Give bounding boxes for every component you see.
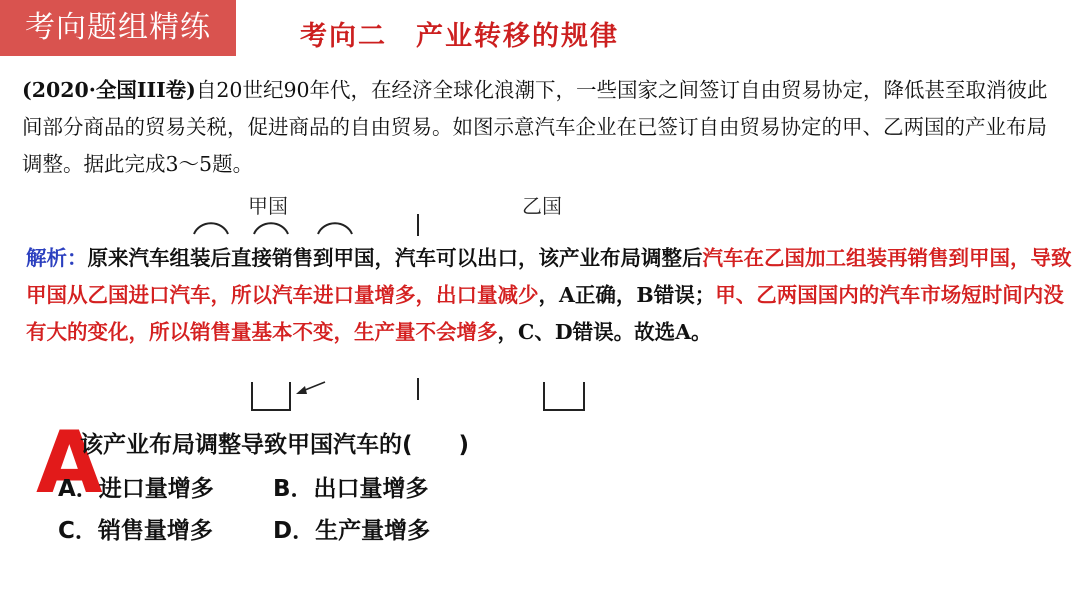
analysis-part2: 汽车在乙国加工组装再销售到甲国，导致甲国从乙国进口汽车，所以汽车进口量增多，出口量减少 — [26, 246, 1072, 307]
option-d[interactable]: D．生产量增多 — [273, 518, 431, 544]
country-a-label: 甲国 — [248, 194, 288, 218]
option-c[interactable]: C．销售量增多 — [58, 518, 213, 544]
section-tag: 考向题组精练 — [0, 0, 236, 56]
factory-arc-1 — [194, 223, 228, 234]
analysis-label: 解析： — [26, 246, 88, 270]
country-b-label: 乙国 — [522, 194, 562, 218]
analysis-part3: ，A正确，B错误； — [538, 283, 716, 307]
option-a[interactable]: A．进口量增多 — [58, 476, 214, 502]
option-b[interactable]: B．出口量增多 — [273, 476, 429, 502]
options-row-2 — [58, 512, 488, 545]
answer-mark: A — [36, 413, 103, 513]
factory-arc-3 — [318, 223, 352, 234]
mcq-stem: 该产业布局调整导致甲国汽车的( ) — [80, 432, 470, 458]
factory-arc-2 — [254, 223, 288, 234]
analysis-part4: 甲、乙两国国内的汽车市场短时间内没有大的变化，所以销售量基本不变，生产量不会增多 — [26, 283, 1064, 344]
question-text — [22, 72, 1062, 183]
box-b — [544, 382, 584, 410]
analysis-part1: 原来汽车组装后直接销售到甲国，汽车可以出口，该产业布局调整后 — [87, 246, 703, 270]
page-title: 考向二 产业转移的规律 — [300, 21, 619, 52]
question-source: (2020·全国III卷) — [22, 78, 196, 102]
arrow-head — [296, 386, 307, 394]
analysis-overlay — [26, 236, 1080, 355]
box-a — [252, 382, 290, 410]
analysis-part5: ，C、D错误。故选A。 — [497, 320, 712, 344]
options-row-1 — [58, 470, 488, 503]
question-body: 自20世纪90年代，在经济全球化浪潮下，一些国家之间签订自由贸易协定，降低甚至取消彼此间部分商品的贸易关税，促进商品的自由贸易。如图示意汽车企业在已签订自由贸易协定的甲、乙两国的产业布局调整。据此完成3～5题。 — [22, 78, 1048, 176]
